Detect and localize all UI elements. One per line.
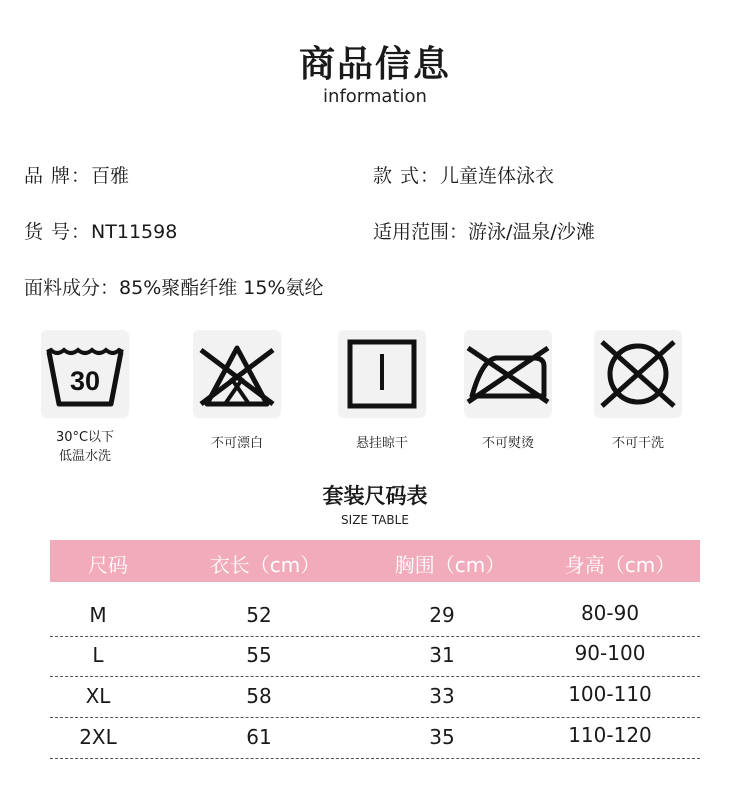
size-table-header — [50, 540, 700, 582]
no-bleach-icon — [193, 330, 281, 418]
cell-chest: 31 — [429, 643, 455, 667]
item-number-label: 货 号： — [24, 221, 92, 243]
size-table-subtitle: SIZE TABLE — [341, 513, 409, 527]
no-dry-clean-icon — [594, 330, 682, 418]
cell-length: 58 — [246, 684, 272, 708]
header-chest: 胸围（cm） — [394, 553, 506, 577]
care-label-iron: 不可熨烫 — [481, 436, 534, 451]
usage-value: 游泳/温泉/沙滩 — [468, 221, 595, 243]
cell-size: XL — [85, 684, 111, 708]
style-value: 儿童连体泳衣 — [440, 165, 555, 187]
usage-info — [373, 217, 595, 244]
cell-length: 52 — [246, 603, 272, 627]
care-label-dry: 悬挂晾干 — [355, 436, 408, 451]
header-length: 衣长（cm） — [209, 553, 321, 577]
care-label-wash — [25, 428, 145, 466]
header-height: 身高（cm） — [564, 553, 676, 577]
cell-height: 110-120 — [568, 723, 652, 747]
care-label-wash-line2: 低温水洗 — [58, 449, 111, 464]
page-title: 商品信息 — [298, 44, 451, 85]
cell-chest: 29 — [429, 603, 455, 627]
table-row — [50, 718, 700, 759]
header-size: 尺码 — [88, 553, 128, 577]
cell-chest: 33 — [429, 684, 455, 708]
cell-height: 90-100 — [574, 641, 646, 665]
brand-info — [24, 161, 129, 188]
cell-length: 55 — [246, 643, 272, 667]
style-info — [373, 161, 554, 188]
wash-30-icon — [41, 330, 129, 418]
wash-temperature-number: 30 — [69, 366, 101, 396]
item-number-info — [24, 217, 177, 244]
item-number-value: NT11598 — [91, 221, 178, 243]
material-info — [24, 273, 324, 300]
cell-chest: 35 — [429, 725, 455, 749]
care-label-dry-clean: 不可干洗 — [611, 436, 664, 451]
care-label-bleach: 不可漂白 — [210, 436, 263, 451]
cell-height: 100-110 — [568, 682, 652, 706]
size-table-title: 套装尺码表 — [322, 484, 428, 508]
cell-size: 2XL — [79, 725, 117, 749]
cell-size: M — [89, 603, 107, 627]
cell-size: L — [92, 643, 104, 667]
page-subtitle: information — [323, 86, 427, 107]
care-label-wash-line1: 30°C以下 — [55, 430, 115, 445]
cell-length: 61 — [246, 725, 272, 749]
hang-dry-icon — [338, 330, 426, 418]
cell-height: 80-90 — [580, 601, 640, 625]
table-row — [50, 636, 700, 677]
material-value: 85%聚酯纤维 15%氨纶 — [119, 277, 324, 299]
brand-label: 品 牌： — [24, 165, 92, 187]
material-label: 面料成分： — [24, 277, 120, 299]
table-row — [50, 596, 700, 637]
table-row — [50, 677, 700, 718]
usage-label: 适用范围： — [373, 221, 469, 243]
style-label: 款 式： — [373, 165, 441, 187]
brand-value: 百雅 — [91, 165, 130, 187]
no-iron-icon — [464, 330, 552, 418]
